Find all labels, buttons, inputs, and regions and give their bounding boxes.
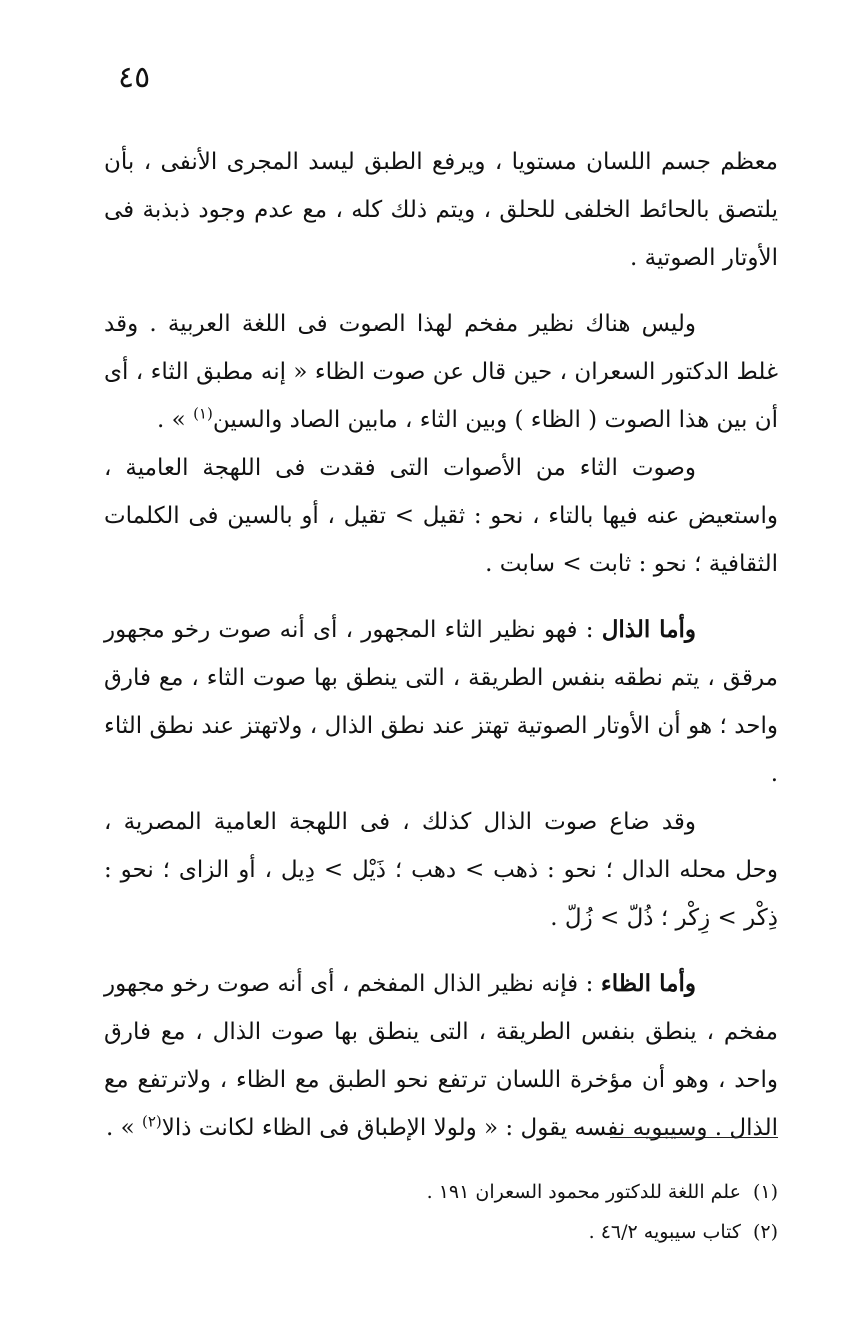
- paragraph-text: وقد ضاع صوت الذال كذلك ، فى اللهجة العامية المصرية ، وحل محله الدال ؛ نحو : ذهب > دهب ؛ ذَيْل > دِيل ، أو الزاى ؛ نحو : ذِكْر > زِكْر ؛ ذُلّ > زُلّ .: [104, 809, 778, 931]
- footnote: [300, 1172, 778, 1212]
- main-text: [104, 138, 778, 1152]
- paragraph: [104, 960, 778, 1152]
- footnote-text: كتاب سيبويه ٤٦/٢ .: [588, 1221, 741, 1243]
- paragraph: [104, 300, 778, 444]
- paragraph-text: وليس هناك نظير مفخم لهذا الصوت فى اللغة العربية . وقد غلط الدكتور السعران ، حين قال عن صوت الظاء « إنه مطبق الثاء ، أى أن بين هذا الصوت ( الظاء ) وبين الثاء ، مابين الصاد والسين: [104, 311, 778, 433]
- footnote-divider: [610, 1137, 778, 1138]
- footnote-ref: (١): [193, 404, 213, 423]
- paragraph: [104, 798, 778, 942]
- paragraph-text: : فإنه نظير الذال المفخم ، أى أنه صوت رخو مجهور مفخم ، ينطق بنفس الطريقة ، التى ينطق بها صوت الذال ، مع فارق واحد ، وهو أن مؤخرة اللسان ترتفع نحو الطبق مع الظاء ، ولاترتفع مع الذال . وسيبويه نفسه يقول : « ولولا الإطباق فى الظاء لكانت ذالا: [104, 971, 778, 1141]
- page-number: ٤٥: [118, 60, 151, 95]
- paragraph-tail: » .: [105, 1115, 142, 1141]
- paragraph-text: : فهو نظير الثاء المجهور ، أى أنه صوت رخو مجهور مرقق ، يتم نطقه بنفس الطريقة ، التى ينطق بها صوت الثاء ، مع فارق واحد ؛ هو أن الأوتار الصوتية تهتز عند نطق الذال ، ولاتهتز عند نطق الثاء .: [104, 617, 778, 787]
- paragraph-lead: وأما الظاء: [600, 970, 696, 997]
- paragraph-text: معظم جسم اللسان مستويا ، ويرفع الطبق ليسد المجرى الأنفى ، بأن يلتصق بالحائط الخلفى للحلق ، ويتم ذلك كله ، مع عدم وجود ذبذبة فى الأوتار الصوتية .: [104, 149, 778, 271]
- footnote-ref: (٢): [141, 1112, 162, 1131]
- paragraph: [104, 138, 778, 282]
- paragraph-tail: » .: [157, 407, 194, 433]
- footnote-number: (١): [752, 1181, 778, 1203]
- paragraph-lead: وأما الذال: [601, 616, 697, 643]
- paragraph-text: وصوت الثاء من الأصوات التى فقدت فى اللهجة العامية ، واستعيض عنه فيها بالتاء ، نحو : ثقيل > تقيل ، أو بالسين فى الكلمات الثقافية ؛ نحو : ثابت > سابت .: [104, 455, 778, 577]
- paragraph: [104, 606, 778, 798]
- footnote: [300, 1212, 778, 1252]
- paragraph: [104, 444, 778, 588]
- footnote-number: (٢): [752, 1221, 778, 1243]
- footnotes: [300, 1172, 778, 1252]
- footnote-text: علم اللغة للدكتور محمود السعران ١٩١ .: [426, 1181, 741, 1203]
